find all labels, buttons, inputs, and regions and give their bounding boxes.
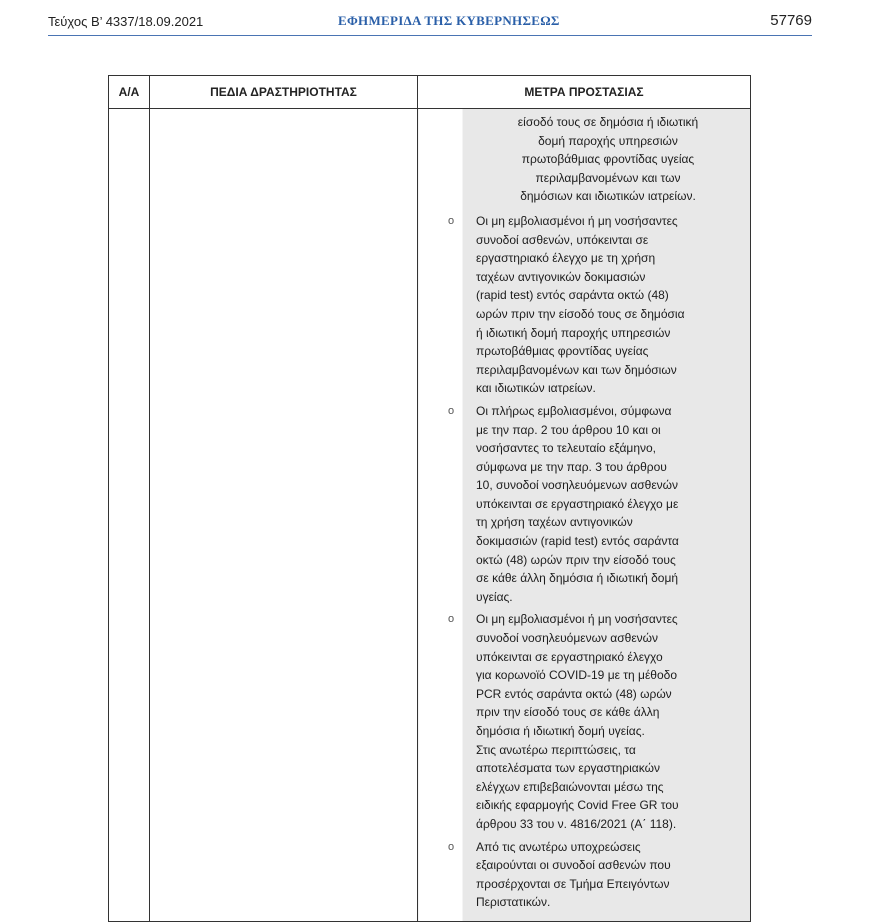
measure-text-line: ταχέων αντιγονικών δοκιμασιών bbox=[476, 269, 646, 284]
protection-measures-cell bbox=[418, 109, 751, 922]
measure-text-line: με την παρ. 2 του άρθρου 10 και οι bbox=[476, 422, 661, 437]
measure-text-line: νοσήσαντες το τελευταίο εξάμηνο, bbox=[476, 441, 656, 456]
measure-text-line: ή ιδιωτική δομή παροχής υπηρεσιών bbox=[476, 325, 671, 340]
list-item bbox=[448, 402, 740, 607]
measure-text-line: συνοδοί νοσηλευόμενων ασθενών bbox=[476, 631, 659, 646]
gazette-title: ΕΦΗΜΕΡΙΔΑ ΤΗΣ ΚΥΒΕΡΝΗΣΕΩΣ bbox=[338, 13, 560, 28]
measure-text-line: εργαστηριακό έλεγχο με τη χρήση bbox=[476, 251, 656, 266]
list-item bbox=[448, 212, 740, 398]
hollow-bullet-icon: o bbox=[448, 214, 455, 227]
continuation-line: δομή παροχής υπηρεσιών bbox=[538, 133, 678, 148]
hollow-bullet-icon: o bbox=[448, 840, 455, 853]
header-rule bbox=[48, 35, 812, 36]
measures-content bbox=[418, 109, 750, 912]
measure-text-line: υπόκεινται σε εργαστηριακό έλεγχο bbox=[476, 649, 663, 664]
measure-text-line: Οι πλήρως εμβολιασμένοι, σύμφωνα bbox=[476, 403, 672, 418]
measure-text-line: περιλαμβανομένων και των δημόσιων bbox=[476, 362, 677, 377]
measure-text-line: ελέγχων επιβεβαιώνονται μέσω της bbox=[476, 779, 664, 794]
column-header-fields: ΠΕΔΙΑ ΔΡΑΣΤΗΡΙΟΤΗΤΑΣ bbox=[150, 76, 418, 109]
measures-table bbox=[108, 75, 751, 922]
measure-text-line: δημόσια ή ιδιωτική δομή υγείας. bbox=[476, 724, 645, 738]
issue-reference: Τεύχος Β’ 4337/18.09.2021 bbox=[48, 14, 204, 29]
measure-text-line: Οι μη εμβολιασμένοι ή μη νοσήσαντες bbox=[476, 213, 678, 228]
measure-text-line: υγείας. bbox=[476, 589, 513, 604]
continuation-line: δημόσιων και ιδιωτικών ιατρείων. bbox=[520, 189, 696, 204]
activity-field-cell bbox=[150, 109, 418, 922]
measure-text-line: πριν την είσοδό τους σε κάθε άλλη bbox=[476, 705, 660, 720]
measure-text-line: υπόκεινται σε εργαστηριακό έλεγχο με bbox=[476, 496, 679, 511]
continuation-text bbox=[476, 113, 740, 206]
continuation-line: πρωτοβάθμιας φροντίδας υγείας bbox=[521, 152, 695, 167]
measure-text-line: (rapid test) εντός σαράντα οκτώ (48) bbox=[476, 288, 669, 303]
measure-text-line: PCR εντός σαράντα οκτώ (48) ωρών bbox=[476, 686, 672, 701]
measure-text-line: αποτελέσματα των εργαστηριακών bbox=[476, 761, 660, 776]
measure-text-line: άρθρου 33 του ν. 4816/2021 (Α΄ 118). bbox=[476, 816, 677, 831]
measure-text-line: σύμφωνα με την παρ. 3 του άρθρου bbox=[476, 459, 667, 474]
measure-text-line: 10, συνοδοί νοσηλευόμενων ασθενών bbox=[476, 478, 679, 493]
row-number-cell bbox=[109, 109, 150, 922]
list-item bbox=[448, 610, 740, 833]
measure-text-line: για κορωνοϊό COVID-19 με τη μέθοδο bbox=[476, 668, 677, 683]
measure-text-line: και ιδιωτικών ιατρείων. bbox=[476, 381, 596, 396]
measure-text-line: πρωτοβάθμιας φροντίδας υγείας bbox=[476, 344, 649, 359]
measure-text-line: δοκιμασιών (rapid test) εντός σαράντα bbox=[476, 534, 679, 549]
measure-text-line: ειδικής εφαρμογής Covid Free GR του bbox=[476, 798, 679, 813]
measure-text-line: συνοδοί ασθενών, υπόκεινται σε bbox=[476, 232, 649, 247]
hollow-bullet-icon: o bbox=[448, 613, 455, 626]
measure-text-line: προσέρχονται σε Τμήμα Επειγόντων bbox=[476, 876, 670, 891]
continuation-line: είσοδό τους σε δημόσια ή ιδιωτική bbox=[517, 115, 699, 129]
continuation-line: περιλαμβανομένων και των bbox=[535, 170, 681, 185]
table-row bbox=[109, 109, 751, 922]
column-header-measures: ΜΕΤΡΑ ΠΡΟΣΤΑΣΙΑΣ bbox=[418, 76, 751, 109]
measure-text-line: Περιστατικών. bbox=[476, 895, 551, 910]
measure-text-line: ωρών πριν την είσοδό τους σε δημόσια bbox=[476, 306, 685, 321]
measure-text-line: οκτώ (48) ωρών πριν την είσοδό τους bbox=[476, 552, 676, 567]
column-header-aa: Α/Α bbox=[109, 76, 150, 109]
measure-text-line: εξαιρούνται οι συνοδοί ασθενών που bbox=[476, 858, 671, 873]
measure-text-line: Στις ανωτέρω περιπτώσεις, τα bbox=[476, 742, 636, 757]
page-number: 57769 bbox=[770, 12, 812, 29]
measure-text-line: Οι μη εμβολιασμένοι ή μη νοσήσαντες bbox=[476, 612, 678, 627]
measure-text-line: τη χρήση ταχέων αντιγονικών bbox=[476, 515, 633, 530]
measure-text-line: σε κάθε άλλη δημόσια ή ιδιωτική δομή bbox=[476, 571, 679, 586]
hollow-bullet-icon: o bbox=[448, 404, 455, 417]
page-header bbox=[48, 12, 812, 36]
measure-text-line: Από τις ανωτέρω υποχρεώσεις bbox=[476, 839, 641, 854]
list-item bbox=[448, 838, 740, 912]
table-header-row bbox=[109, 76, 751, 109]
